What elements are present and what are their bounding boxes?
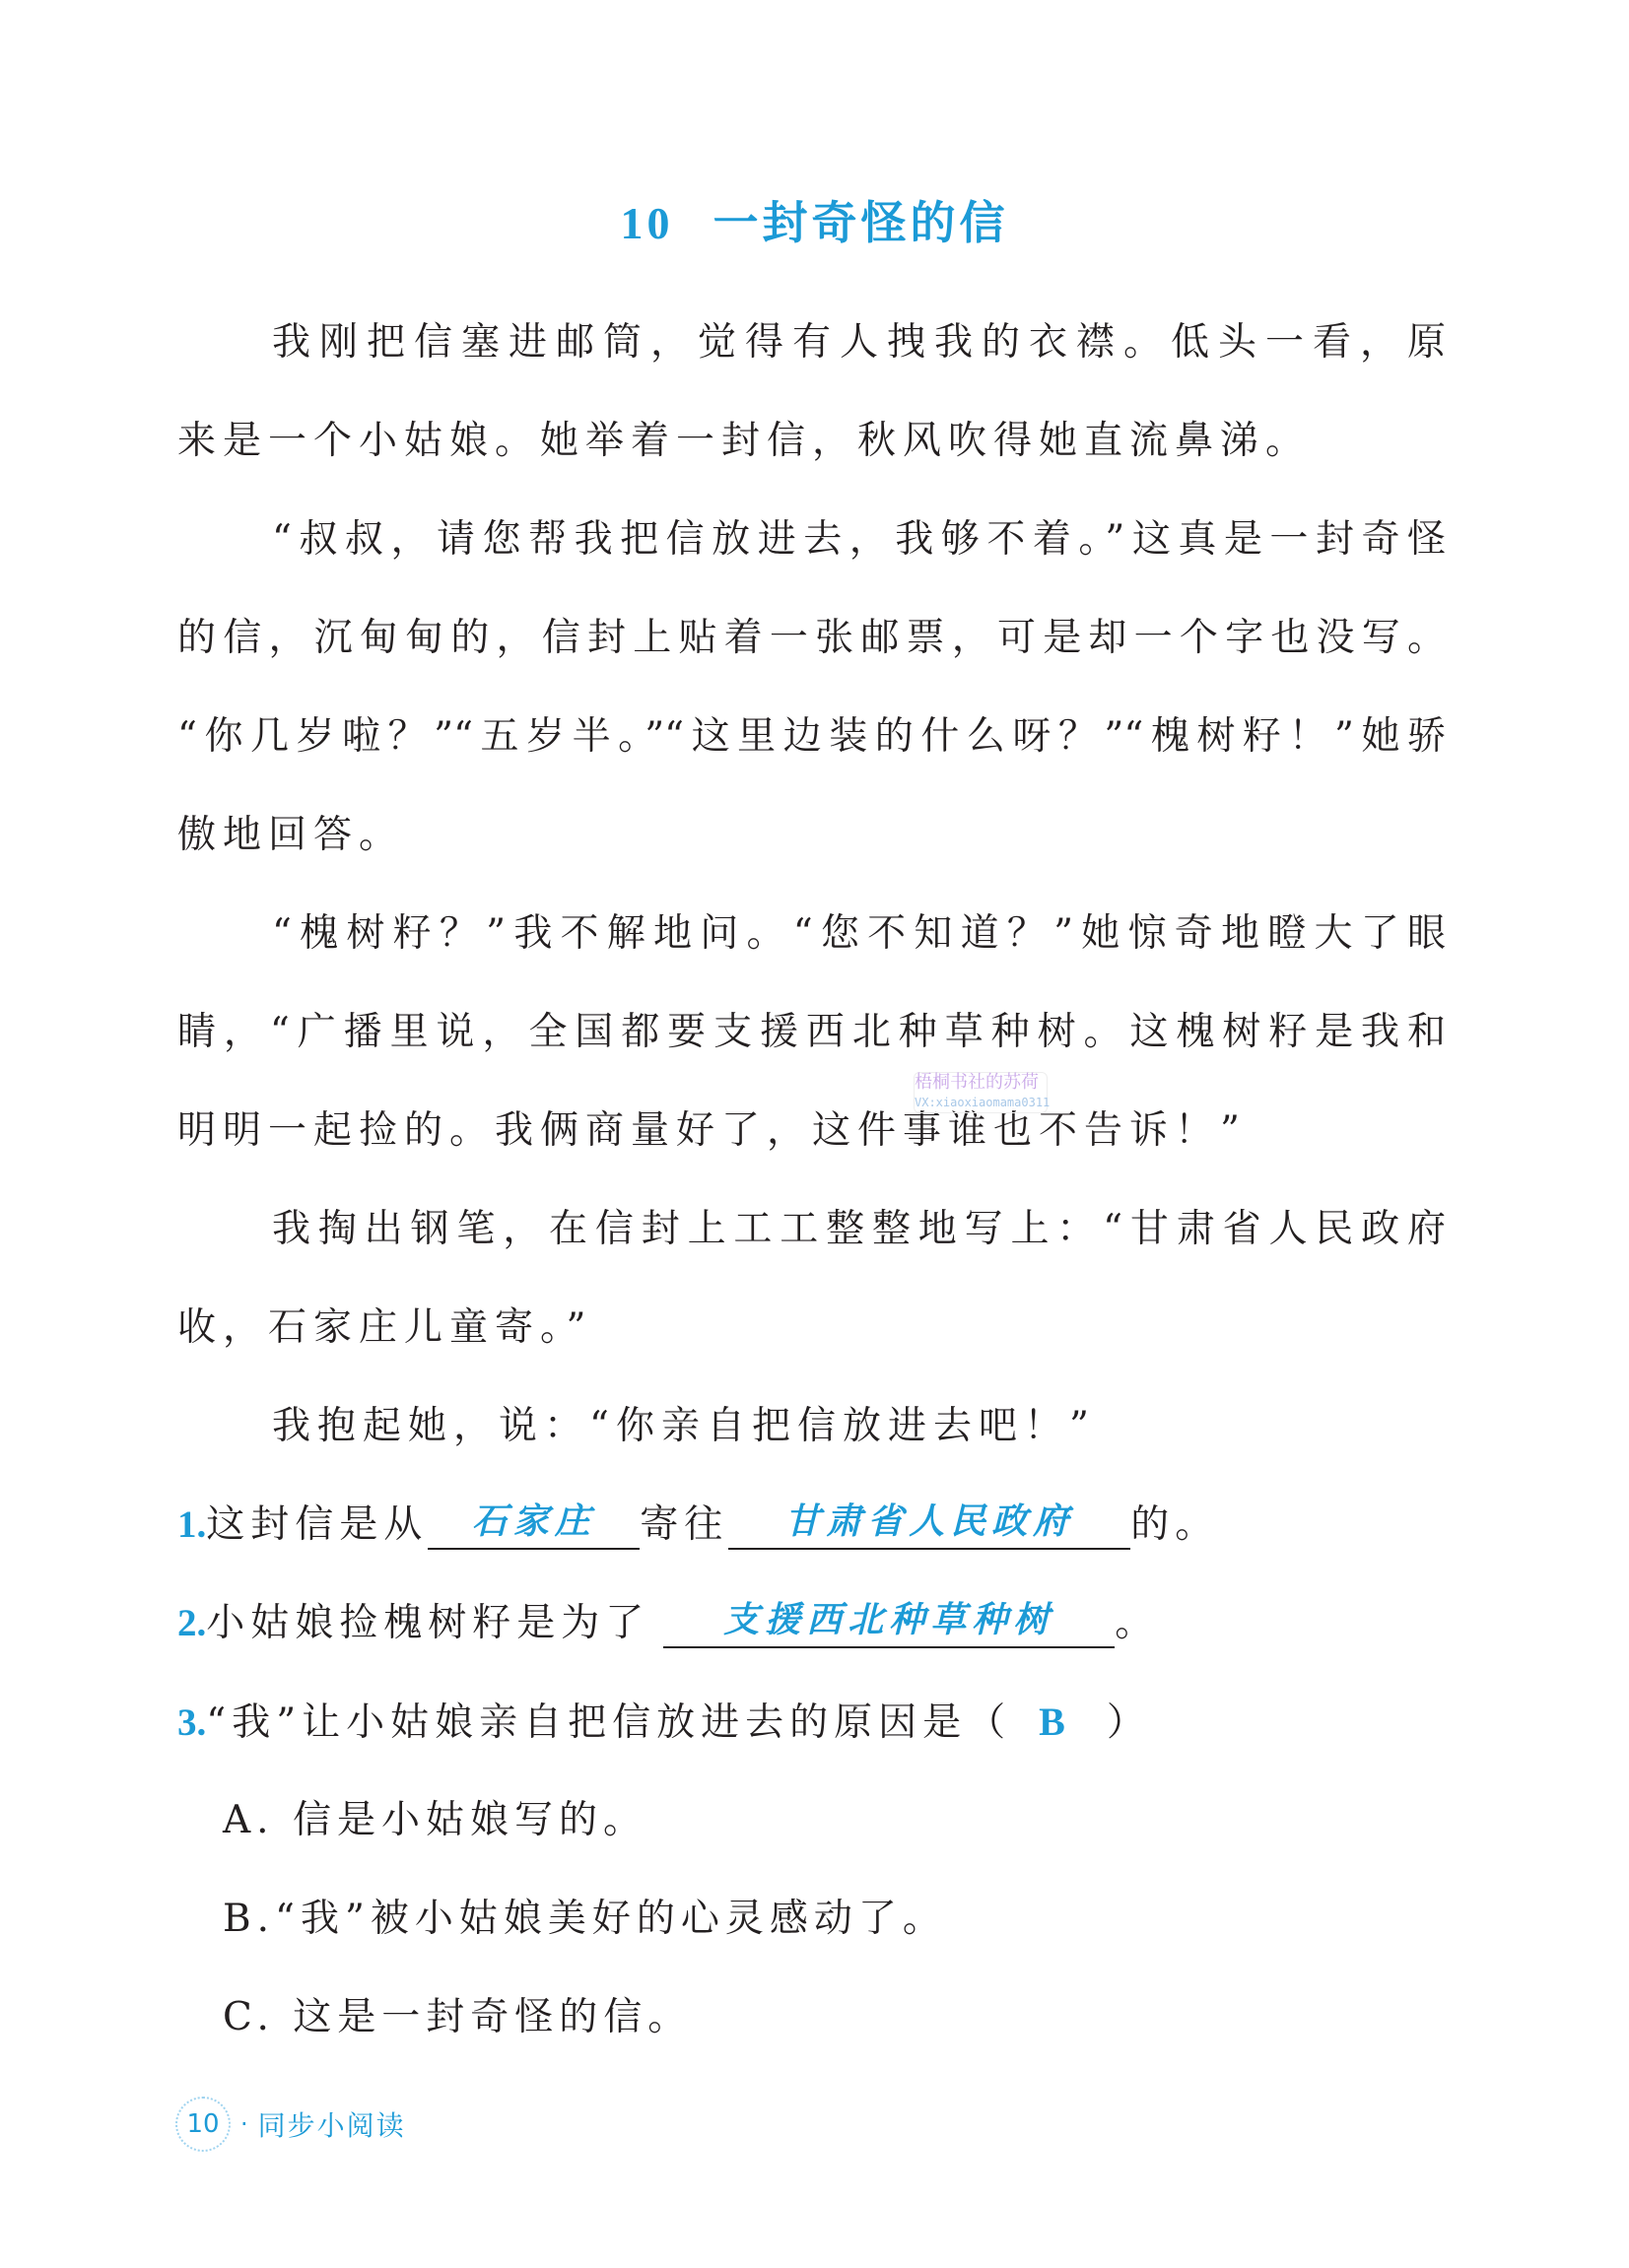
question-text: ） [1106, 1701, 1151, 1745]
passage-line: 收，石家庄儿童寄。” [177, 1305, 593, 1350]
question-3 [177, 1693, 1151, 1752]
option-b: B.“我”被小姑娘美好的心灵感动了。 [223, 1897, 947, 1941]
watermark-line2: VX:xiaoxiaomama0311 [915, 1096, 1051, 1109]
question-text: 。 [1115, 1601, 1160, 1645]
passage-line: “槐树籽？”我不解地问。“您不知道？”她惊奇地瞪大了眼 [272, 911, 1446, 956]
passage-line: 我掏出钢笔，在信封上工工整整地写上：“甘肃省人民政府 [272, 1207, 1446, 1251]
book-title: 同步小阅读 [257, 2109, 406, 2142]
question-text: 小姑娘捡槐树籽是为了 [206, 1601, 650, 1645]
page-number: 10 [175, 2097, 231, 2152]
question-text: 的。 [1130, 1502, 1220, 1547]
question-text: 寄往 [640, 1502, 729, 1547]
passage-line: “叔叔，请您帮我把信放进去，我够不着。”这真是一封奇怪 [272, 517, 1446, 562]
question-number: 3. [177, 1701, 207, 1744]
answer-blank [663, 1594, 1115, 1648]
answer-text: 支援西北种草种树 [723, 1600, 1055, 1640]
answer-blank [728, 1496, 1130, 1550]
passage-line: “你几岁啦？”“五岁半。”“这里边装的什么呀？”“槐树籽！”她骄 [177, 714, 1446, 759]
lesson-number: 10 [620, 198, 674, 248]
question-number: 1. [177, 1503, 207, 1546]
answer-blank [428, 1496, 640, 1550]
question-text: “我”让小姑娘亲自把信放进去的原因是（ [206, 1701, 1012, 1745]
separator-dot: · [240, 2110, 248, 2138]
passage-line: 睛，“广播里说，全国都要支援西北种草种树。这槐树籽是我和 [177, 1010, 1446, 1054]
option-c: C. 这是一封奇怪的信。 [223, 1995, 693, 2039]
watermark-line1: 梧桐书社的苏荷 [915, 1072, 1039, 1093]
passage-line: 的信，沉甸甸的，信封上贴着一张邮票，可是却一个字也没写。 [177, 616, 1446, 660]
page-footer [175, 2097, 406, 2152]
passage-line: 明明一起捡的。我俩商量好了，这件事谁也不告诉！” [177, 1108, 1247, 1153]
passage-line: 来是一个小姑娘。她举着一封信，秋风吹得她直流鼻涕。 [177, 419, 1312, 463]
answer-text: 石家庄 [471, 1501, 596, 1542]
question-number: 2. [177, 1602, 207, 1644]
lesson-title-text: 一封奇怪的信 [713, 196, 1009, 249]
watermark [914, 1072, 1051, 1113]
passage-line: 傲地回答。 [177, 813, 405, 857]
answer-text: 甘肃省人民政府 [784, 1501, 1075, 1542]
question-2 [177, 1594, 1159, 1653]
answer-text: B [1039, 1700, 1071, 1744]
question-1 [177, 1496, 1219, 1555]
passage-line: 我刚把信塞进邮筒，觉得有人拽我的衣襟。低头一看，原 [272, 320, 1446, 365]
question-text: 这封信是从 [206, 1502, 429, 1547]
lesson-title [0, 187, 1629, 252]
option-a: A. 信是小姑娘写的。 [223, 1798, 647, 1842]
passage-line: 我抱起她，说：“你亲自把信放进去吧！” [272, 1404, 1096, 1448]
